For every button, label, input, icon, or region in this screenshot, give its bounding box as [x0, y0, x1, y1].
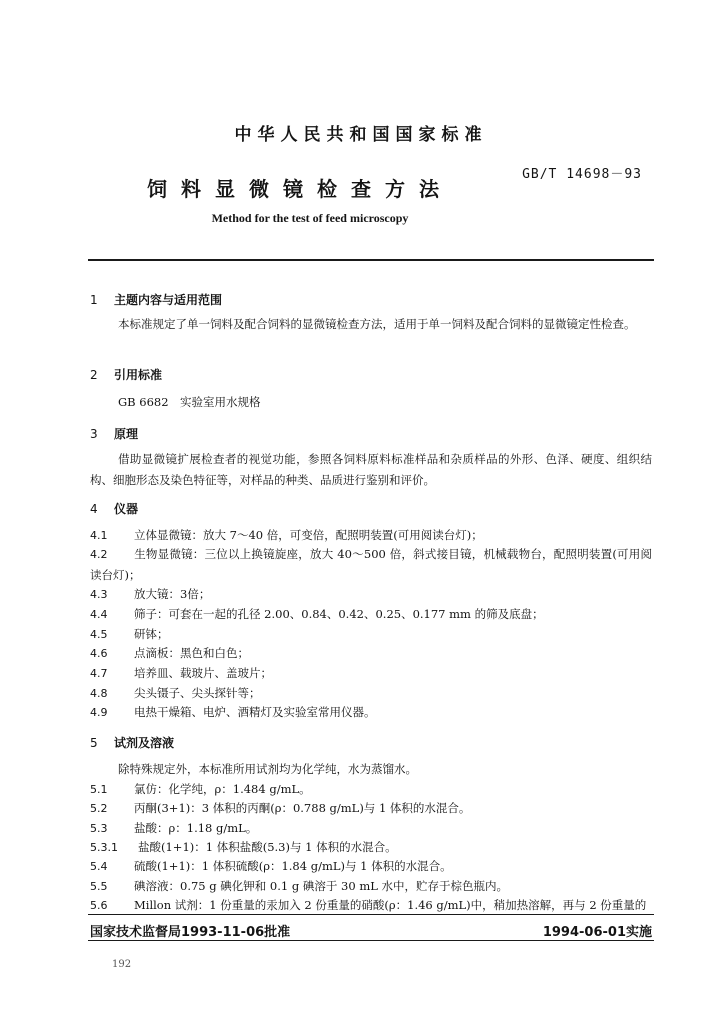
- section-title: 原理: [114, 427, 139, 441]
- list-item: [90, 897, 646, 913]
- header-rule: [88, 259, 654, 261]
- item-number: 5.5: [90, 880, 108, 893]
- section-heading: [90, 366, 162, 383]
- list-item: [90, 858, 452, 874]
- list-item: [90, 781, 311, 797]
- standard-code: GB/T 14698－93: [522, 167, 642, 182]
- list-item: [90, 820, 257, 836]
- item-text: 氯仿：化学纯，ρ：1.484 g/mL。: [134, 782, 311, 796]
- section-heading: [90, 734, 174, 751]
- document-english-title: Method for the test of feed microscopy: [211, 211, 409, 225]
- implementation-date: 1994-06-01实施: [542, 925, 652, 940]
- document-title: 饲料显微镜检查方法: [147, 177, 453, 201]
- section-heading: [90, 500, 138, 517]
- list-item: [90, 544, 652, 586]
- item-text: 研钵；: [134, 627, 169, 641]
- standard-title: 中华人民共和国国家标准: [234, 125, 488, 145]
- section-intro: 除特殊规定外，本标准所用试剂均为化学纯，水为蒸馏水。: [118, 762, 417, 776]
- section-number: 4: [90, 502, 98, 516]
- list-item: [90, 839, 397, 855]
- list-item: [90, 606, 544, 622]
- item-number: 4.2: [90, 548, 108, 561]
- item-text: 尖头镊子、尖头探针等；: [134, 686, 261, 700]
- approval-date: 国家技术监督局1993-11-06批准: [90, 925, 291, 940]
- item-number: 4.7: [90, 667, 108, 680]
- section-title: 仪器: [114, 502, 139, 516]
- section-number: 2: [90, 368, 98, 382]
- item-text: 点滴板：黑色和白色；: [134, 646, 249, 660]
- item-text: 硫酸(1+1)：1 体积硫酸(ρ：1.84 g/mL)与 1 体积的水混合。: [134, 859, 452, 873]
- list-item: [90, 685, 261, 701]
- list-item: [90, 645, 249, 661]
- footer-bottom-rule: [88, 940, 654, 941]
- item-number: 5.6: [90, 899, 108, 912]
- item-text: 丙酮(3+1)：3 体积的丙酮(ρ：0.788 g/mL)与 1 体积的水混合。: [134, 801, 471, 815]
- item-text: 筛子：可套在一起的孔径 2.00、0.84、0.42、0.25、0.177 mm 的筛及底盘；: [134, 607, 544, 621]
- item-number: 5.2: [90, 802, 108, 815]
- item-text: 培养皿、载玻片、盖玻片；: [134, 666, 272, 680]
- item-number: 4.4: [90, 608, 108, 621]
- item-text: 生物显微镜：三位以上换镜旋座，放大 40～500 倍，斜式接目镜，机械载物台，配照明装置(可用阅读台灯)；: [90, 547, 652, 582]
- item-number: 4.6: [90, 647, 108, 660]
- section-number: 5: [90, 736, 98, 750]
- item-number: 4.5: [90, 628, 108, 641]
- page-number: 192: [112, 959, 132, 970]
- list-item: [90, 665, 272, 681]
- item-number: 5.3: [90, 822, 108, 835]
- list-item: [90, 586, 210, 602]
- item-number: 4.9: [90, 706, 108, 719]
- section-number: 1: [90, 293, 98, 307]
- section-title: 引用标准: [114, 368, 163, 382]
- list-item: [90, 527, 483, 543]
- item-number: 4.3: [90, 588, 108, 601]
- item-number: 4.1: [90, 529, 108, 542]
- section-paragraph: 本标准规定了单一饲料及配合饲料的显微镜检查方法，适用于单一饲料及配合饲料的显微镜定性检查。: [118, 317, 636, 331]
- list-item: [90, 704, 376, 720]
- list-item: [90, 800, 470, 816]
- item-text: 立体显微镜：放大 7～40 倍，可变倍，配照明装置(可用阅读台灯)；: [134, 528, 483, 542]
- referenced-standard: GB 6682 实验室用水规格: [118, 395, 261, 409]
- item-number: 5.3.1: [90, 841, 118, 854]
- item-text: 盐酸(1+1)：1 体积盐酸(5.3)与 1 体积的水混合。: [138, 840, 397, 854]
- item-text: 电热干燥箱、电炉、酒精灯及实验室常用仪器。: [134, 705, 376, 719]
- item-text: Millon 试剂：1 份重量的汞加入 2 份重量的硝酸(ρ：1.46 g/mL)中，稍加热溶解，再与 2 份重量的: [134, 898, 647, 912]
- section-title: 试剂及溶液: [114, 736, 175, 750]
- section-heading: [90, 291, 222, 308]
- section-title: 主题内容与适用范围: [114, 293, 223, 307]
- item-number: 5.4: [90, 860, 108, 873]
- item-text: 盐酸：ρ：1.18 g/mL。: [134, 821, 258, 835]
- item-number: 5.1: [90, 783, 108, 796]
- item-text: 放大镜：3倍；: [134, 587, 211, 601]
- section-paragraph: 借助显微镜扩展检查者的视觉功能，参照各饲料原料标准样品和杂质样品的外形、色泽、硬度、组织结构、细胞形态及染色特征等，对样品的种类、品质进行鉴别和评价。: [90, 452, 652, 487]
- section-number: 3: [90, 427, 98, 441]
- item-number: 4.8: [90, 687, 108, 700]
- item-text: 碘溶液：0.75 g 碘化钾和 0.1 g 碘溶于 30 mL 水中，贮存于棕色瓶内。: [134, 879, 509, 893]
- section-heading: [90, 425, 138, 442]
- footer-rule: [88, 914, 654, 915]
- list-item: [90, 878, 508, 894]
- list-item: [90, 626, 169, 642]
